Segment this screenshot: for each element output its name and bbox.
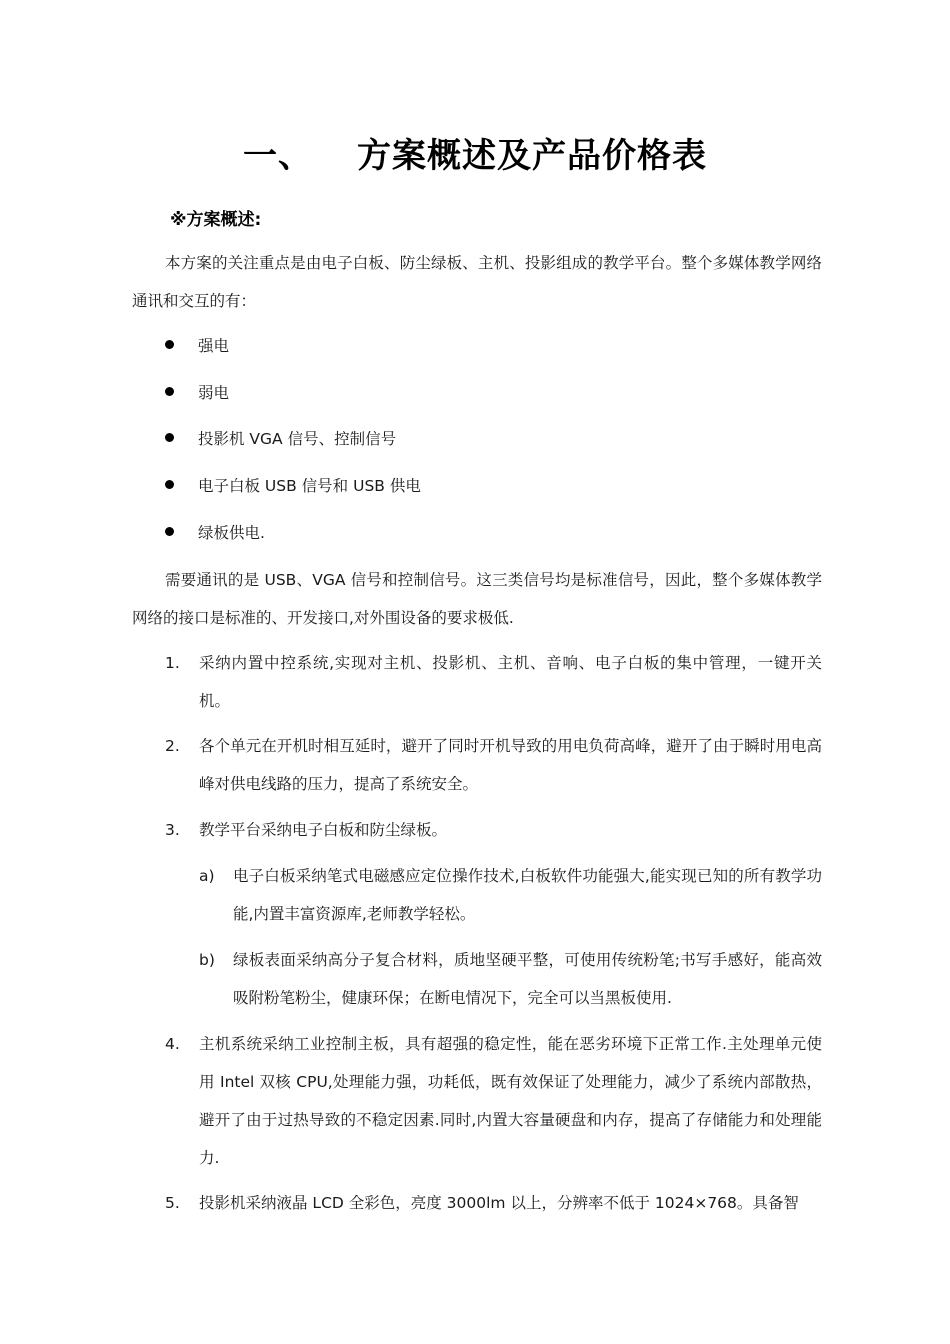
- bullet-dot-icon: [165, 433, 174, 442]
- item-text: 教学平台采纳电子白板和防尘绿板。: [199, 821, 448, 839]
- bullet-text: 强电: [198, 337, 230, 355]
- bullet-dot-icon: [165, 387, 174, 396]
- bullet-text: 绿板供电.: [198, 524, 265, 542]
- numbered-item: [165, 727, 822, 803]
- sub-item: [199, 941, 822, 1017]
- sub-item-marker: a): [199, 867, 215, 885]
- sub-item-marker: b): [199, 951, 215, 969]
- numbered-item: [165, 1184, 822, 1222]
- bullet-dot-icon: [165, 527, 174, 536]
- title-text: 方案概述及产品价格表: [357, 136, 707, 176]
- bullet-text: 电子白板 USB 信号和 USB 供电: [198, 477, 421, 495]
- communication-paragraph: 需要通讯的是 USB、VGA 信号和控制信号。这三类信号均是标准信号，因此，整个多媒体教学网络的接口是标准的、开发接口,对外围设备的要求极低.: [132, 571, 822, 627]
- bullet-item: [165, 427, 396, 451]
- bullet-item: [165, 381, 229, 405]
- sub-item: [199, 857, 822, 933]
- item-text: 采纳内置中控系统,实现对主机、投影机、主机、音响、电子白板的集中管理，一键开关机。: [199, 654, 822, 710]
- numbered-item: [165, 644, 822, 720]
- bullet-text: 弱电: [198, 384, 230, 402]
- bullet-item: [165, 474, 421, 498]
- item-marker: 5.: [165, 1194, 180, 1212]
- item-marker: 3.: [165, 821, 180, 839]
- numbered-item: [165, 1025, 822, 1177]
- item-text: 投影机采纳液晶 LCD 全彩色，亮度 3000lm 以上，分辨率不低于 1024×768。具备智: [199, 1194, 799, 1212]
- intro-paragraph: 本方案的关注重点是由电子白板、防尘绿板、主机、投影组成的教学平台。整个多媒体教学网络通讯和交互的有：: [132, 254, 822, 310]
- page-title: [0, 128, 950, 177]
- bullet-dot-icon: [165, 340, 174, 349]
- sub-item-text: 绿板表面采纳高分子复合材料，质地坚硬平整，可使用传统粉笔;书写手感好，能高效吸附粉笔粉尘，健康环保；在断电情况下，完全可以当黑板使用.: [233, 951, 822, 1007]
- item-marker: 1.: [165, 654, 180, 672]
- item-marker: 2.: [165, 737, 180, 755]
- title-number: 一、: [243, 136, 313, 176]
- item-text: 各个单元在开机时相互延时，避开了同时开机导致的用电负荷高峰，避开了由于瞬时用电高峰对供电线路的压力，提高了系统安全。: [199, 737, 822, 793]
- numbered-item: [165, 811, 822, 849]
- bullet-dot-icon: [165, 480, 174, 489]
- bullet-text: 投影机 VGA 信号、控制信号: [198, 430, 397, 448]
- item-marker: 4.: [165, 1035, 180, 1053]
- bullet-item: [165, 521, 265, 545]
- sub-item-text: 电子白板采纳笔式电磁感应定位操作技术,白板软件功能强大,能实现已知的所有教学功能,内置丰富资源库,老师教学轻松。: [233, 867, 822, 923]
- bullet-item: [165, 334, 229, 358]
- item-text: 主机系统采纳工业控制主板，具有超强的稳定性，能在恶劣环境下正常工作.主处理单元使用 Intel 双核 CPU,处理能力强，功耗低，既有效保证了处理能力，减少了系统内部散热，避开了由于过热导致的不稳定因素.同时,内置大容量硬盘和内存，提高了存储能力和处理能力.: [199, 1035, 822, 1167]
- overview-heading: ※方案概述:: [170, 210, 262, 230]
